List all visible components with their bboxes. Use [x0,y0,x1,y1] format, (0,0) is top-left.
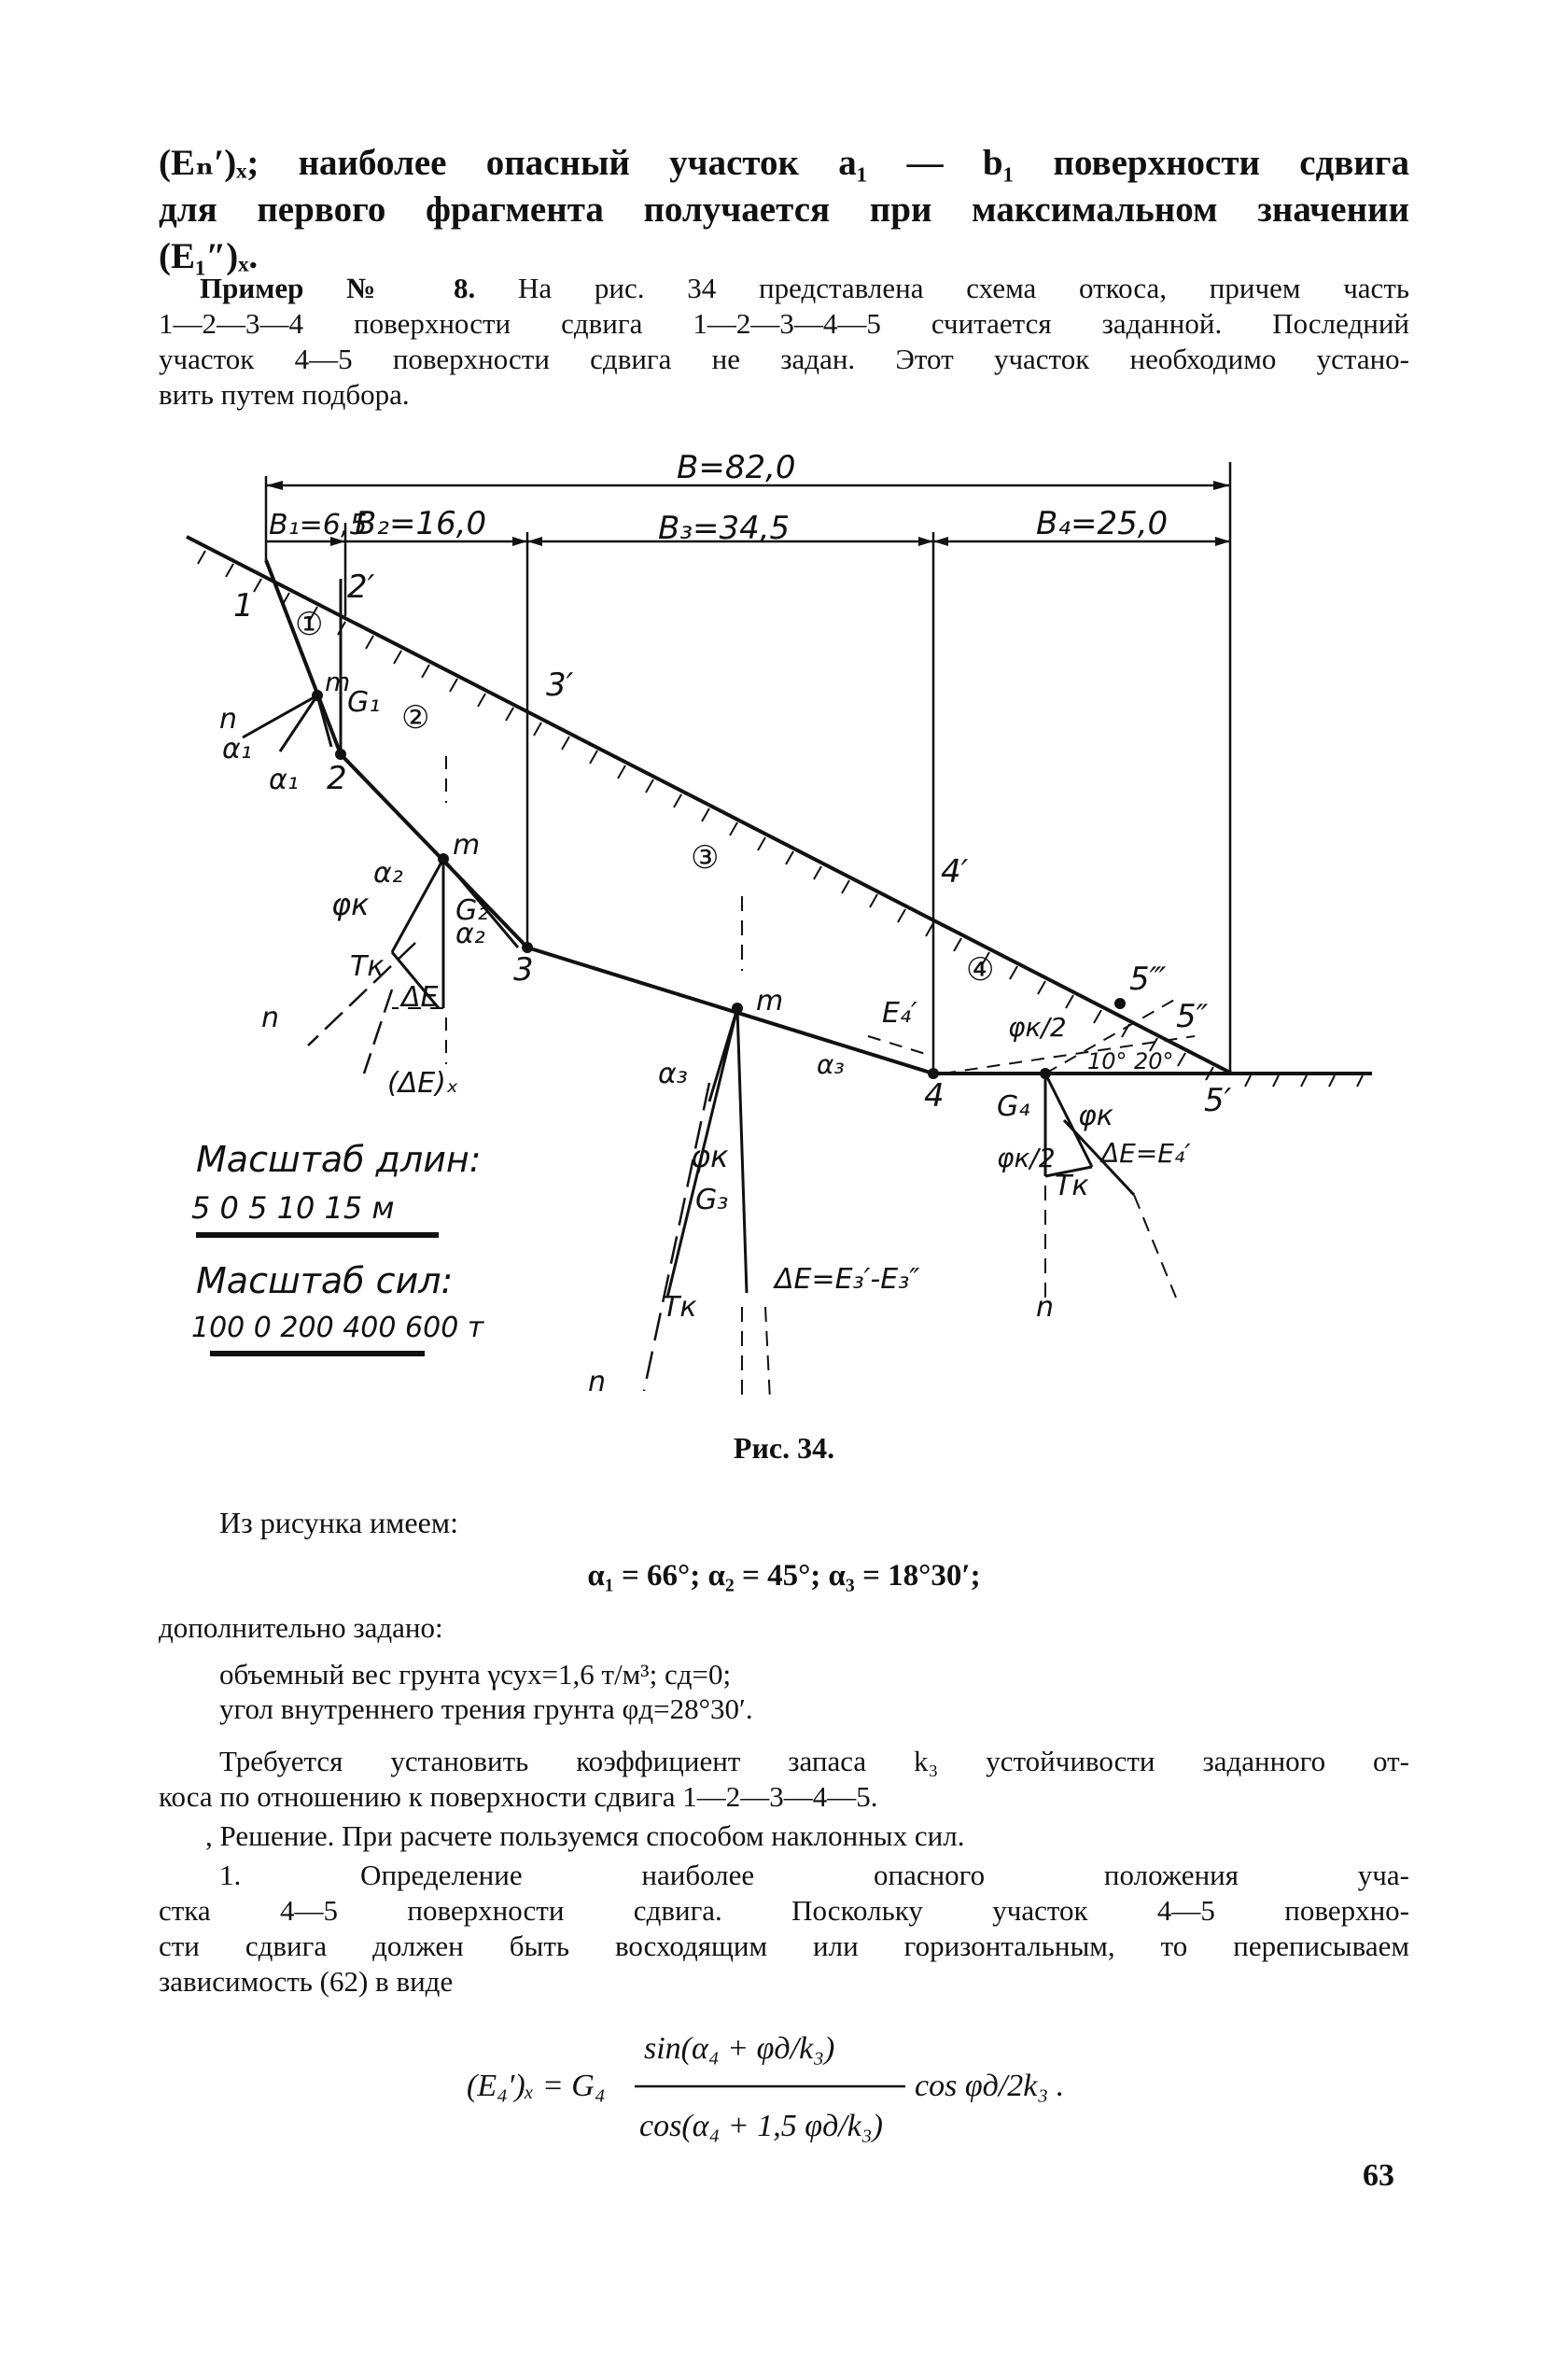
solution-line: , Решение. При расчете пользуемся способом наклонных сил. [205,1819,965,1852]
force-scale-ticks: 100 0 200 400 600 т [191,1312,484,1344]
formula-denominator: cos(α₄ + 1,5 φд/k₃) [639,2109,883,2143]
g4-label: G₄ [997,1090,1030,1123]
page-number: 63 [1363,2158,1394,2193]
text-line: (Eₙ′)ₓ; наиболее опасный участок a₁ — b₁ поверхности сдвига [159,143,1409,183]
m-label: m [453,829,481,862]
text-line: дополнительно задано: [159,1611,443,1644]
fragment-2-label: ② [401,699,430,737]
text-line: (E₁″)ₓ. [159,236,259,276]
delta-e-label: ΔE [401,981,439,1014]
tk-label: Tк [1055,1170,1089,1202]
text-line: для первого фрагмента получается при максимальном значении [159,189,1409,230]
point-5d-label: 5″ [1176,998,1209,1035]
fragment-3-label: ③ [691,839,720,877]
phik-label: φк [691,1139,729,1174]
example-paragraph [159,271,1409,413]
n-label: n [219,703,238,736]
point-3-label: 3 [513,951,534,989]
n-label: n [1036,1291,1055,1324]
point-5t-label: 5‴ [1129,961,1167,998]
alpha1b-label: α₁ [269,764,299,796]
text-line: 1—2—3—4 поверхности сдвига 1—2—3—4—5 считается заданной. Последний [159,307,1409,340]
angles-formula: α₁ = 66°; α₂ = 45°; α₃ = 18°30′; [587,1559,981,1593]
text-line: объемный вес грунта γсух=1,6 т/м³; cд=0; [219,1658,732,1691]
formula-numerator: sin(α₄ + φд/k₃) [644,2031,835,2066]
dim-b2-label: B₂=16,0 [355,505,487,542]
text-line: коса по отношению к поверхности сдвига 1—2—3—4—5. [159,1780,878,1813]
text-line: 1. Определение наиболее опасного положения уча- [219,1859,1409,1891]
n-label: n [261,1002,280,1034]
point-1-label: 1 [233,587,254,625]
m-label: m [756,985,784,1018]
example-label: Пример № 8. [200,272,476,304]
point-4-label: 4 [924,1077,945,1115]
point-2p-label: 2′ [347,568,375,606]
phik2-label: φк/2 [1008,1012,1067,1043]
angle-20-label: 20° [1134,1048,1174,1074]
dim-total-label: B=82,0 [677,449,796,486]
phik-label: φк [1078,1100,1113,1132]
alpha2b-label: α₂ [455,918,485,950]
g3-label: G₃ [695,1184,729,1216]
angle-10-label: 10° [1087,1048,1127,1074]
text-line: участок 4—5 поверхности сдвига не задан. Этот участок необходимо устано- [159,343,1409,375]
phik-label: φк [331,887,370,922]
stability-formula [448,2007,1157,2166]
m-label: m [325,667,351,697]
slope-diagram [168,448,1381,1428]
phik2-label: φк/2 [997,1143,1056,1173]
text-fragment: На рис. 34 представлена схема откоса, причем часть [518,272,1410,304]
length-scale-title: Масштаб длин: [196,1139,482,1180]
alpha1-label: α₁ [222,733,252,765]
alpha3-label: α₃ [658,1058,688,1090]
dim-b1-label: B₁=6,5 [269,509,368,541]
dim-b3-label: B₃=34,5 [658,510,791,547]
text-line: сти сдвига должен быть восходящим или горизонтальным, то переписываем [159,1930,1409,1962]
tk-label: Tк [663,1291,697,1324]
force-lines-1 [243,695,331,751]
text-line: зависимость (62) в виде [159,1965,454,1998]
length-scale-ticks: 5 0 5 10 15 м [191,1190,395,1226]
point-3p-label: 3′ [546,667,574,704]
top-paragraph [159,140,1409,280]
formula-tail: cos φд/2k₃ . [915,2069,1065,2103]
point-4p-label: 4′ [941,853,969,891]
alpha2-label: α₂ [373,857,403,890]
dim-b4-label: B₄=25,0 [1036,505,1169,542]
formula-lhs: (E₄′)ₓ = G₄ [467,2069,606,2103]
g2-label: G₂ [455,894,489,927]
text-line: угол внутреннего трения грунта φд=28°30′. [219,1692,753,1725]
point-5p-label: 5′ [1204,1082,1232,1119]
fragment-1-label: ① [295,606,324,643]
g1-label: G₁ [347,686,381,719]
text-line: Из рисунка имеем: [219,1506,458,1539]
tk-label: Tк [350,950,385,983]
fragment-4-label: ④ [966,951,995,989]
text-line: стка 4—5 поверхности сдвига. Поскольку участок 4—5 поверхно- [159,1894,1409,1927]
force-scale-title: Масштаб сил: [196,1260,454,1301]
delta-ex-label: (ΔE)ₓ [387,1067,459,1100]
text-line: Требуется установить коэффициент запаса k₃ устойчивости заданного от- [219,1745,1409,1777]
figure-caption: Рис. 34. [733,1431,835,1465]
n-label: n [588,1366,607,1398]
e4-label: E₄′ [882,997,917,1030]
text-line: вить путем подбора. [159,378,410,411]
delta-e3-label: ΔE=E₃′-E₃″ [775,1263,920,1296]
alpha3b-label: α₃ [817,1049,845,1080]
delta-e4-label: ΔE=E₄′ [1101,1138,1191,1169]
text-line [159,271,1409,306]
point-2-label: 2 [327,760,347,797]
